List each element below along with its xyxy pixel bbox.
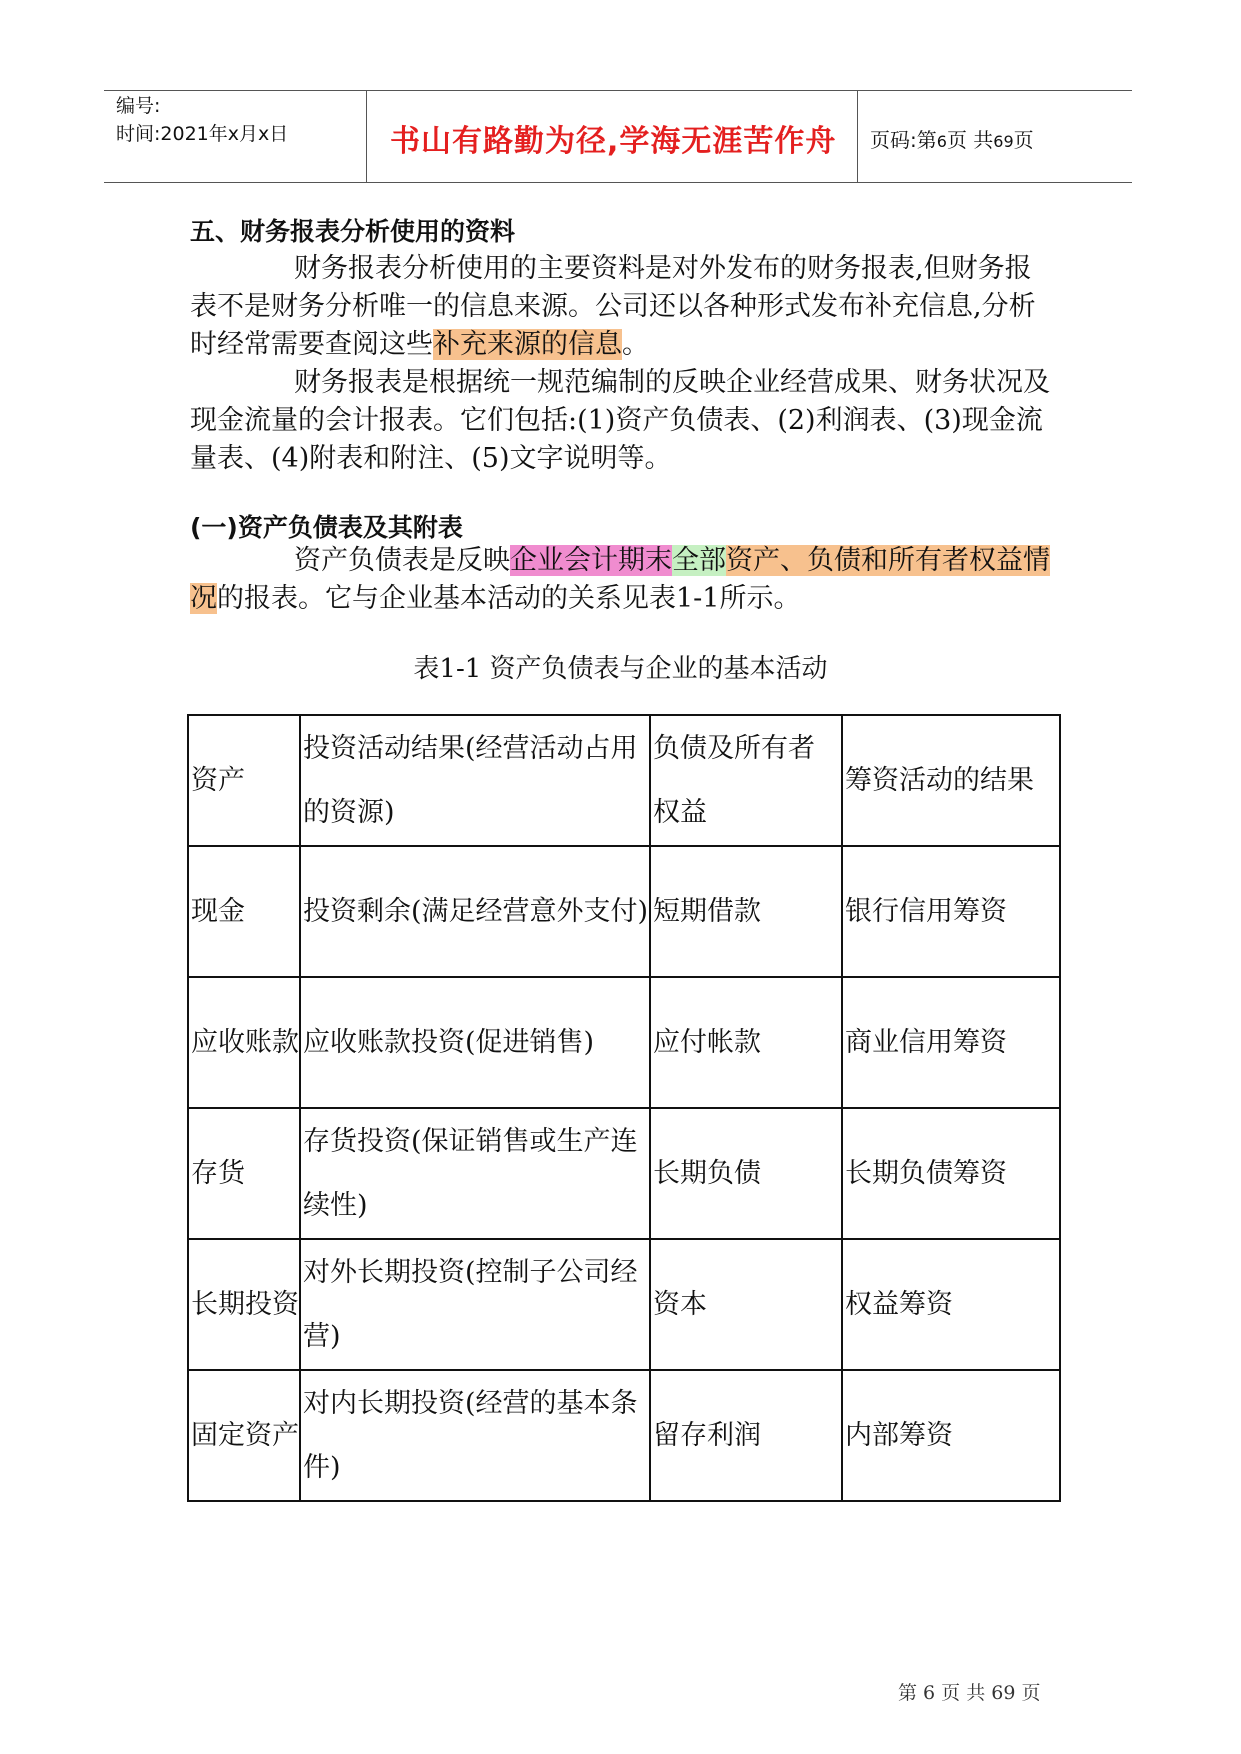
page-number: 6 [936, 132, 947, 151]
section-paragraph-2: 财务报表是根据统一规范编制的反映企业经营成果、财务状况及现金流量的会计报表。它们包括:(1)资产负债表、(2)利润表、(3)现金流量表、(4)附表和附注、(5)文字说明等。 [190, 367, 1050, 474]
page-label: 页码:第 [870, 128, 937, 152]
liability-cell: 应付帐款 [650, 977, 842, 1108]
subsection-heading: (一)资产负债表及其附表 [190, 513, 463, 542]
sub-text: 资产负债表是反映 [294, 545, 510, 576]
subsection-paragraph [190, 542, 1056, 618]
sub-text-end: 的报表。它与企业基本活动的关系见表1-1所示。 [217, 583, 801, 614]
investment-cell: 存货投资(保证销售或生产连续性) [300, 1108, 650, 1239]
financing-cell: 内部筹资 [842, 1370, 1060, 1501]
header-bottom-rule [104, 182, 1132, 183]
balance-sheet-table [187, 714, 1061, 1502]
page-total: 69 [993, 132, 1014, 151]
sub-highlight-green: 全部 [672, 545, 726, 576]
asset-cell: 资产 [188, 715, 300, 846]
table-row [188, 1370, 1060, 1501]
table-caption: 表1-1 资产负债表与企业的基本活动 [413, 654, 828, 684]
p1-text: 财务报表分析使用的主要资料是对外发布的财务报表,但财务报表不是财务分析唯一的信息来源。公司还以各种形式发布补充信息,分析时经常需要查阅这些 [190, 253, 1036, 360]
sub-highlight-orange: 资产、负债和所有者权益情况 [190, 545, 1050, 614]
financing-cell: 筹资活动的结果 [842, 715, 1060, 846]
table-row [188, 846, 1060, 977]
asset-cell: 存货 [188, 1108, 300, 1239]
financing-cell: 商业信用筹资 [842, 977, 1060, 1108]
asset-cell: 长期投资 [188, 1239, 300, 1370]
page-mid: 页 共 [946, 128, 994, 152]
liability-cell: 短期借款 [650, 846, 842, 977]
table-row [188, 1239, 1060, 1370]
liability-cell: 留存利润 [650, 1370, 842, 1501]
table-row [188, 1108, 1060, 1239]
asset-cell: 现金 [188, 846, 300, 977]
header-divider-right [857, 90, 858, 182]
investment-cell: 对内长期投资(经营的基本条件) [300, 1370, 650, 1501]
header-top-rule [104, 90, 1132, 91]
financing-cell: 长期负债筹资 [842, 1108, 1060, 1239]
investment-cell: 应收账款投资(促进销售) [300, 977, 650, 1108]
time-label: 时间:2021年x月x日 [116, 123, 289, 145]
header-left [116, 92, 288, 148]
table-row [188, 977, 1060, 1108]
asset-cell: 应收账款 [188, 977, 300, 1108]
asset-cell: 固定资产 [188, 1370, 300, 1501]
investment-cell: 投资活动结果(经营活动占用的资源) [300, 715, 650, 846]
header-motto: 书山有路勤为径,学海无涯苦作舟 [390, 124, 837, 159]
p1-highlight: 补充来源的信息 [433, 329, 622, 360]
sub-highlight-pink: 企业会计期末 [510, 545, 672, 576]
liability-cell: 长期负债 [650, 1108, 842, 1239]
financing-cell: 银行信用筹资 [842, 846, 1060, 977]
section-paragraph-1 [190, 250, 1056, 364]
page-indicator [870, 124, 1034, 153]
investment-cell: 投资剩余(满足经营意外支付) [300, 846, 650, 977]
p1-end: 。 [622, 329, 649, 360]
header-divider-left [366, 90, 367, 182]
liability-cell: 负债及所有者权益 [650, 715, 842, 846]
liability-cell: 资本 [650, 1239, 842, 1370]
section-heading: 五、财务报表分析使用的资料 [190, 217, 516, 246]
serial-label: 编号: [116, 95, 161, 117]
investment-cell: 对外长期投资(控制子公司经营) [300, 1239, 650, 1370]
page-footer: 第 6 页 共 69 页 [898, 1682, 1041, 1704]
financing-cell: 权益筹资 [842, 1239, 1060, 1370]
page-end: 页 [1013, 128, 1034, 152]
table-row [188, 715, 1060, 846]
